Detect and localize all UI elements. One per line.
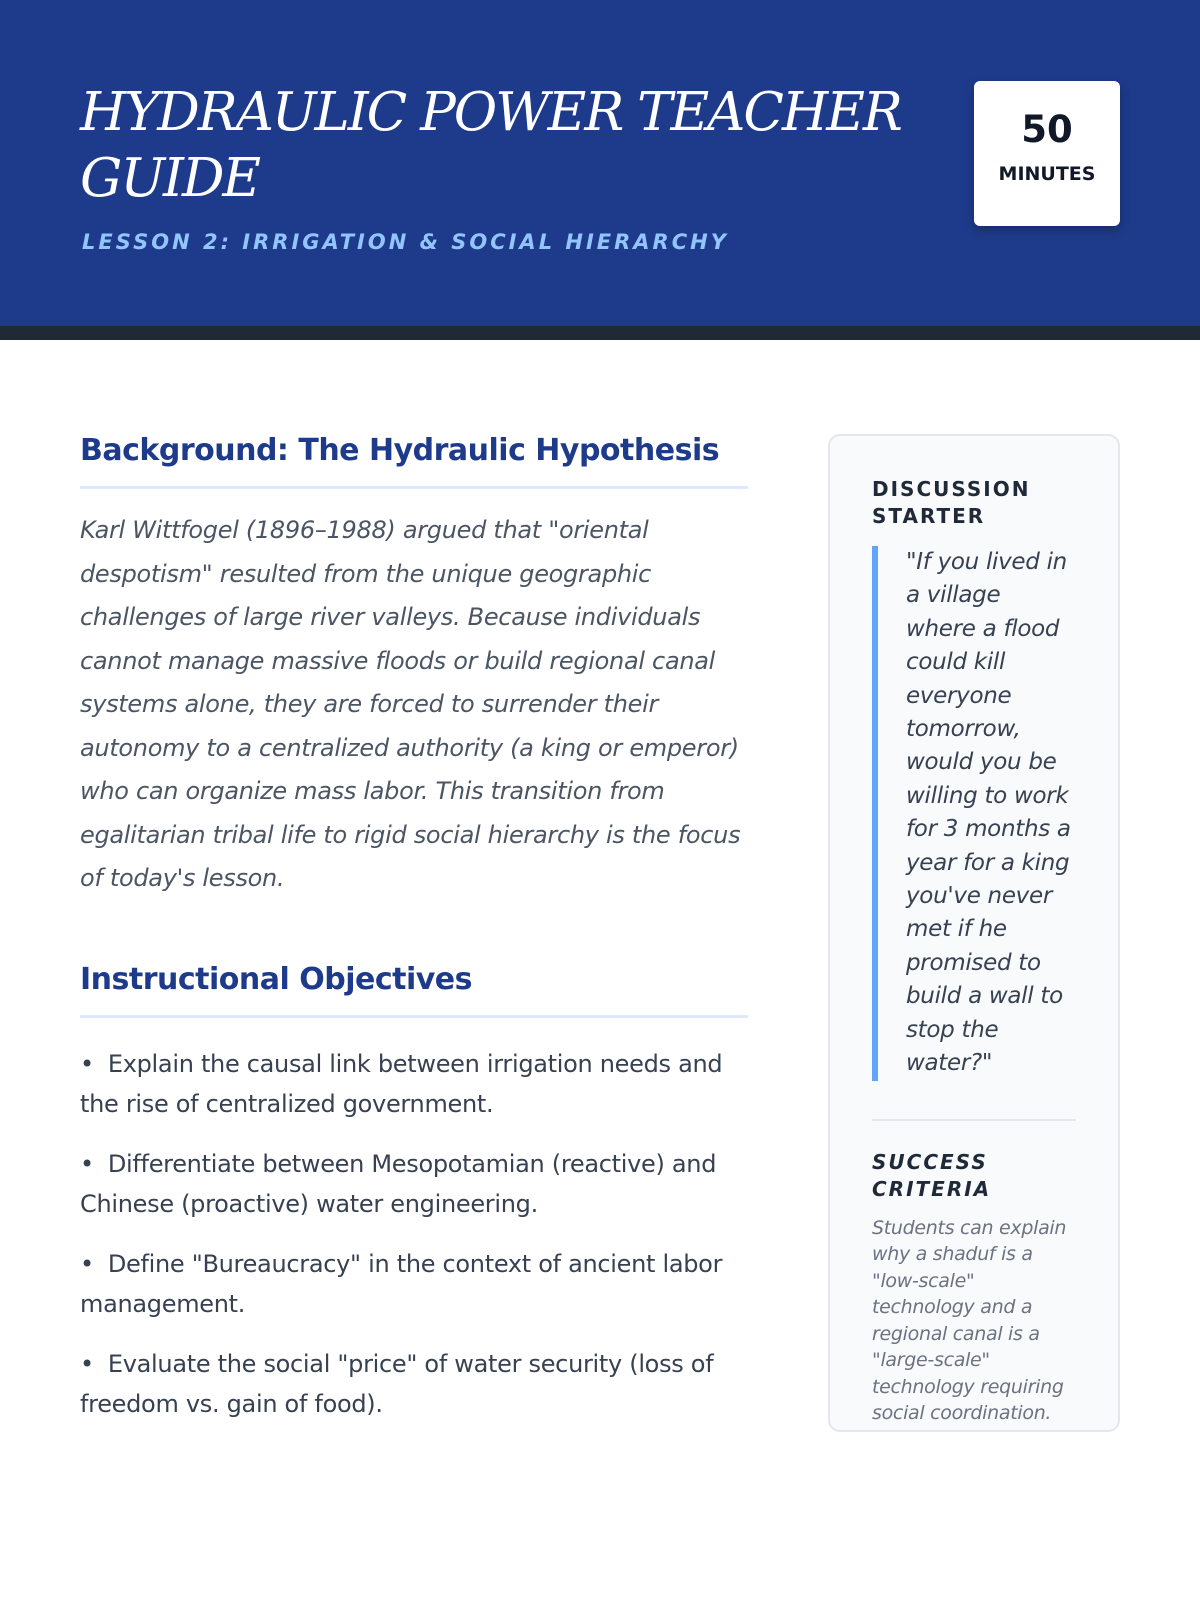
sidebar-divider — [872, 1119, 1076, 1121]
objective-text: Differentiate between Mesopotamian (reactive) and Chinese (proactive) water engineering. — [80, 1149, 717, 1218]
lesson-subtitle: LESSON 2: IRRIGATION & SOCIAL HIERARCHY — [82, 230, 729, 254]
list-item — [80, 1244, 748, 1324]
discussion-quote: "If you lived in a village where a flood could kill everyone tomorrow, would you be willing to work for 3 months a year for a king you've never met if he promised to build a wall to stop the water?" — [872, 546, 1076, 1081]
objectives-heading: Instructional Objectives — [80, 959, 748, 1018]
list-item — [80, 1144, 748, 1224]
bullet-icon: • — [80, 1249, 94, 1278]
bullet-icon: • — [80, 1049, 94, 1078]
objectives-list — [80, 1044, 748, 1424]
background-heading: Background: The Hydraulic Hypothesis — [80, 430, 748, 489]
page-title: HYDRAULIC POWER TEACHER GUIDE — [80, 82, 901, 209]
main-content — [80, 430, 748, 1444]
objective-text: Evaluate the social "price" of water security (loss of freedom vs. gain of food). — [80, 1349, 714, 1418]
bullet-icon: • — [80, 1349, 94, 1378]
objective-text: Define "Bureaucracy" in the context of ancient labor management. — [80, 1249, 723, 1318]
list-item — [80, 1344, 748, 1424]
header-banner — [0, 0, 1200, 340]
objective-text: Explain the causal link between irrigation needs and the rise of centralized government. — [80, 1049, 723, 1118]
list-item — [80, 1044, 748, 1124]
duration-badge — [974, 81, 1120, 226]
duration-unit: MINUTES — [998, 163, 1096, 185]
success-criteria-text: Students can explain why a shaduf is a "low-scale" technology and a regional canal is a "large-scale" technology requiring social coordination. — [872, 1216, 1067, 1424]
bullet-icon: • — [80, 1149, 94, 1178]
background-paragraph: Karl Wittfogel (1896–1988) argued that "oriental despotism" resulted from the unique geographic challenges of large river valleys. Because individuals cannot manage massive floods or build regional canal systems alone, they are forced to surrender their autonomy to a centralized authority (a king or emperor) who can organize mass labor. This transition from egalitarian tribal life to rigid social hierarchy is the focus of today's lesson. — [80, 516, 741, 892]
duration-value: 50 — [1021, 108, 1073, 151]
sidebar-panel — [828, 434, 1120, 1432]
success-criteria-label: SUCCESS CRITERIA — [872, 1149, 992, 1201]
discussion-starter-label: DISCUSSION STARTER — [872, 477, 1031, 528]
